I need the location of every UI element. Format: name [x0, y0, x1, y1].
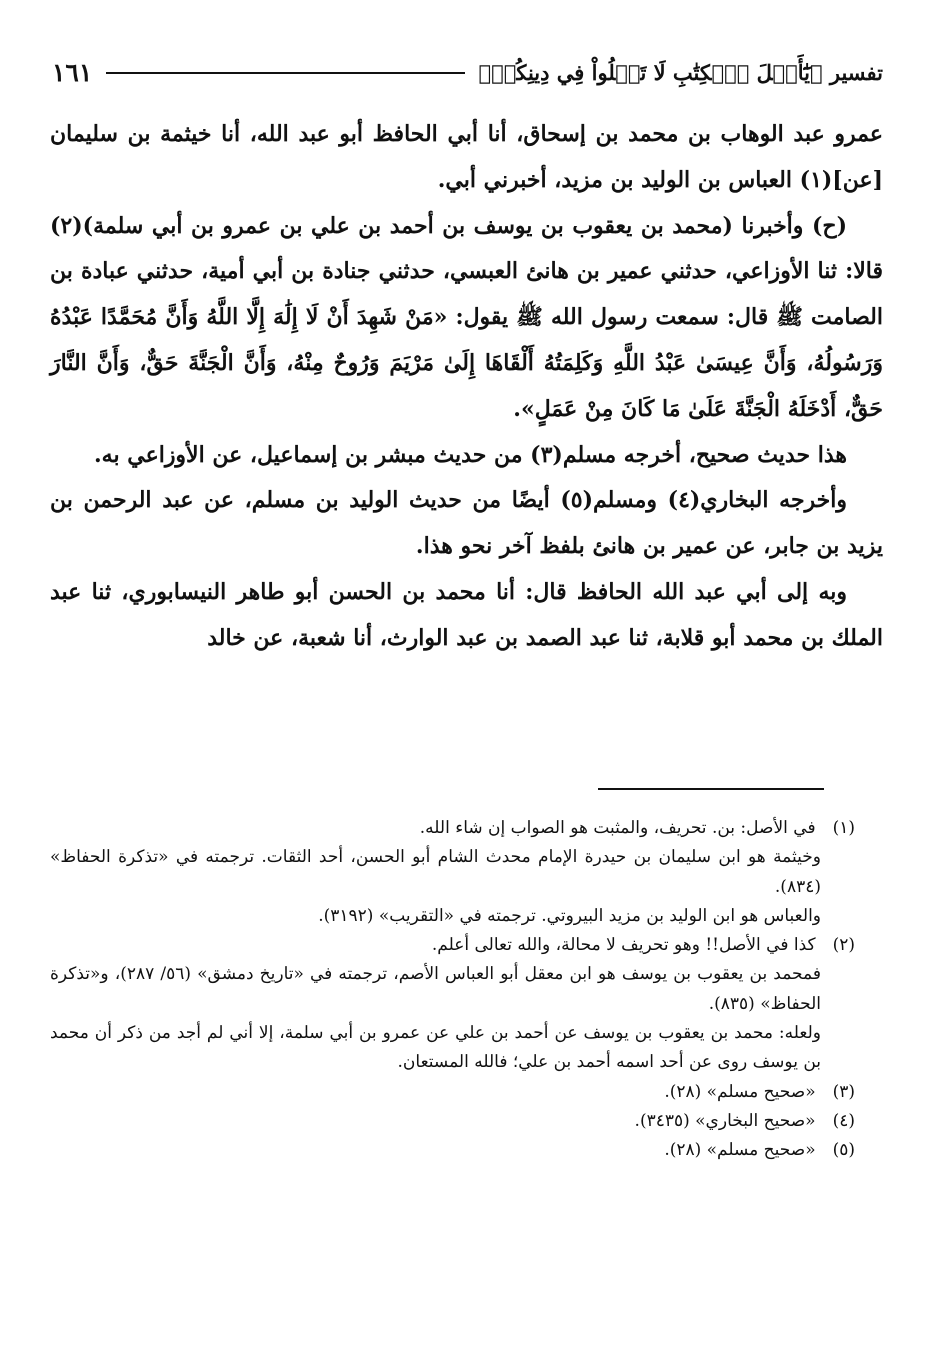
footnote-text: «صحيح مسلم» (٢٨).: [664, 1140, 816, 1161]
footnote-text: «صحيح البخاري» (٣٤٣٥).: [634, 1110, 816, 1131]
running-title: تفسير ﴿يَٰٓأَهۡلَ ٱلۡكِتَٰبِ لَا تَغۡلُواْ فِي دِينِكُمۡ﴾: [478, 59, 883, 85]
paragraph: وبه إلى أبي عبد الله الحافظ قال: أنا محمد بن الحسن أبو طاهر النيسابوري، ثنا عبد الملك بن محمد أبو قلابة، ثنا عبد الصمد بن عبد الوارث، أنا شعبة، عن خالد: [50, 578, 883, 651]
header-rule: [106, 72, 464, 74]
footnote-number: (٥): [832, 1140, 855, 1161]
footnote-4: [50, 1107, 855, 1136]
footnote-3: [50, 1078, 855, 1107]
footnote-line: وخيثمة هو ابن سليمان بن حيدرة الإمام محدث الشام أبو الحسن، أحد الثقات. ترجمته في «تذكرة الحفاظ» (٨٣٤).: [50, 847, 821, 897]
footnote-separator: [598, 788, 824, 790]
footnote-2: [50, 931, 855, 960]
footnote-5: [50, 1136, 855, 1165]
footnote-number: (٤): [832, 1110, 855, 1131]
footnote-number: (١): [832, 818, 855, 838]
main-text: [50, 112, 883, 662]
footnote-text: في الأصل: بن. تحريف، والمثبت هو الصواب إن شاء الله.: [419, 818, 816, 838]
paragraph: عمرو عبد الوهاب بن محمد بن إسحاق، أنا أبي الحافظ أبو عبد الله، أنا خيثمة بن سليمان [عن](١) العباس بن الوليد بن مزيد، أخبرني أبي.: [50, 121, 883, 193]
paragraph: هذا حديث صحيح، أخرجه مسلم(٣) من حديث مبشر بن إسماعيل، عن الأوزاعي به.: [94, 441, 847, 468]
paragraph: (ح) وأخبرنا (محمد بن يعقوب بن يوسف بن أحمد بن علي بن عمرو بن أبي سلمة)(٢) قالا: ثنا الأوزاعي، حدثني عمير بن هانئ العبسي، حدثني جنادة بن أبي أمية، حدثني عبادة بن الصامت ﷺ قال: سمعت رسول الله ﷺ يقول: «مَنْ شَهِدَ أَنْ لَا إِلَٰهَ إِلَّا اللَّهُ وَأَنَّ مُحَمَّدًا عَبْدُهُ وَرَسُولُهُ، وَأَنَّ عِيسَىٰ عَبْدُ اللَّهِ وَكَلِمَتُهُ أَلْقَاهَا إِلَىٰ مَرْيَمَ وَرُوحٌ مِنْهُ، وَأَنَّ الْجَنَّةَ حَقٌّ، وَأَنَّ النَّارَ حَقٌّ، أَدْخَلَهُ الْجَنَّةَ عَلَىٰ مَا كَانَ مِنْ عَمَلٍ».: [50, 212, 883, 422]
footnote-line: ولعله: محمد بن يعقوب بن يوسف عن أحمد بن علي عن عمرو بن أبي سلمة، إلا أني لم أجد من ذكر أن محمد بن يوسف روى عن أحد اسمه أحمد بن علي؛ فالله المستعان.: [50, 1023, 821, 1073]
footnote-line: والعباس هو ابن الوليد بن مزيد البيروتي. ترجمته في «التقريب» (٣١٩٢).: [318, 905, 821, 926]
footnote-number: (٣): [832, 1081, 855, 1102]
page-number: ١٦١: [52, 57, 93, 87]
footnote-line: فمحمد بن يعقوب بن يوسف هو ابن معقل أبو العباس الأصم، ترجمته في «تاريخ دمشق» (٥٦/ ٢٨٧)، و«تذكرة الحفاظ» (٨٣٥).: [50, 964, 821, 1014]
footnote-text: «صحيح مسلم» (٢٨).: [664, 1081, 816, 1102]
footnote-1: [50, 814, 855, 843]
paragraph: وأخرجه البخاري(٤) ومسلم(٥) أيضًا من حديث الوليد بن مسلم، عن عبد الرحمن بن يزيد بن جابر، عن عمير بن هانئ بلفظ آخر نحو هذا.: [50, 487, 883, 560]
footnotes: [50, 814, 855, 1166]
footnote-text: كذا في الأصل!! وهو تحريف لا محالة، والله تعالى أعلم.: [431, 935, 816, 956]
page-header: [52, 50, 883, 94]
footnote-number: (٢): [832, 935, 855, 956]
